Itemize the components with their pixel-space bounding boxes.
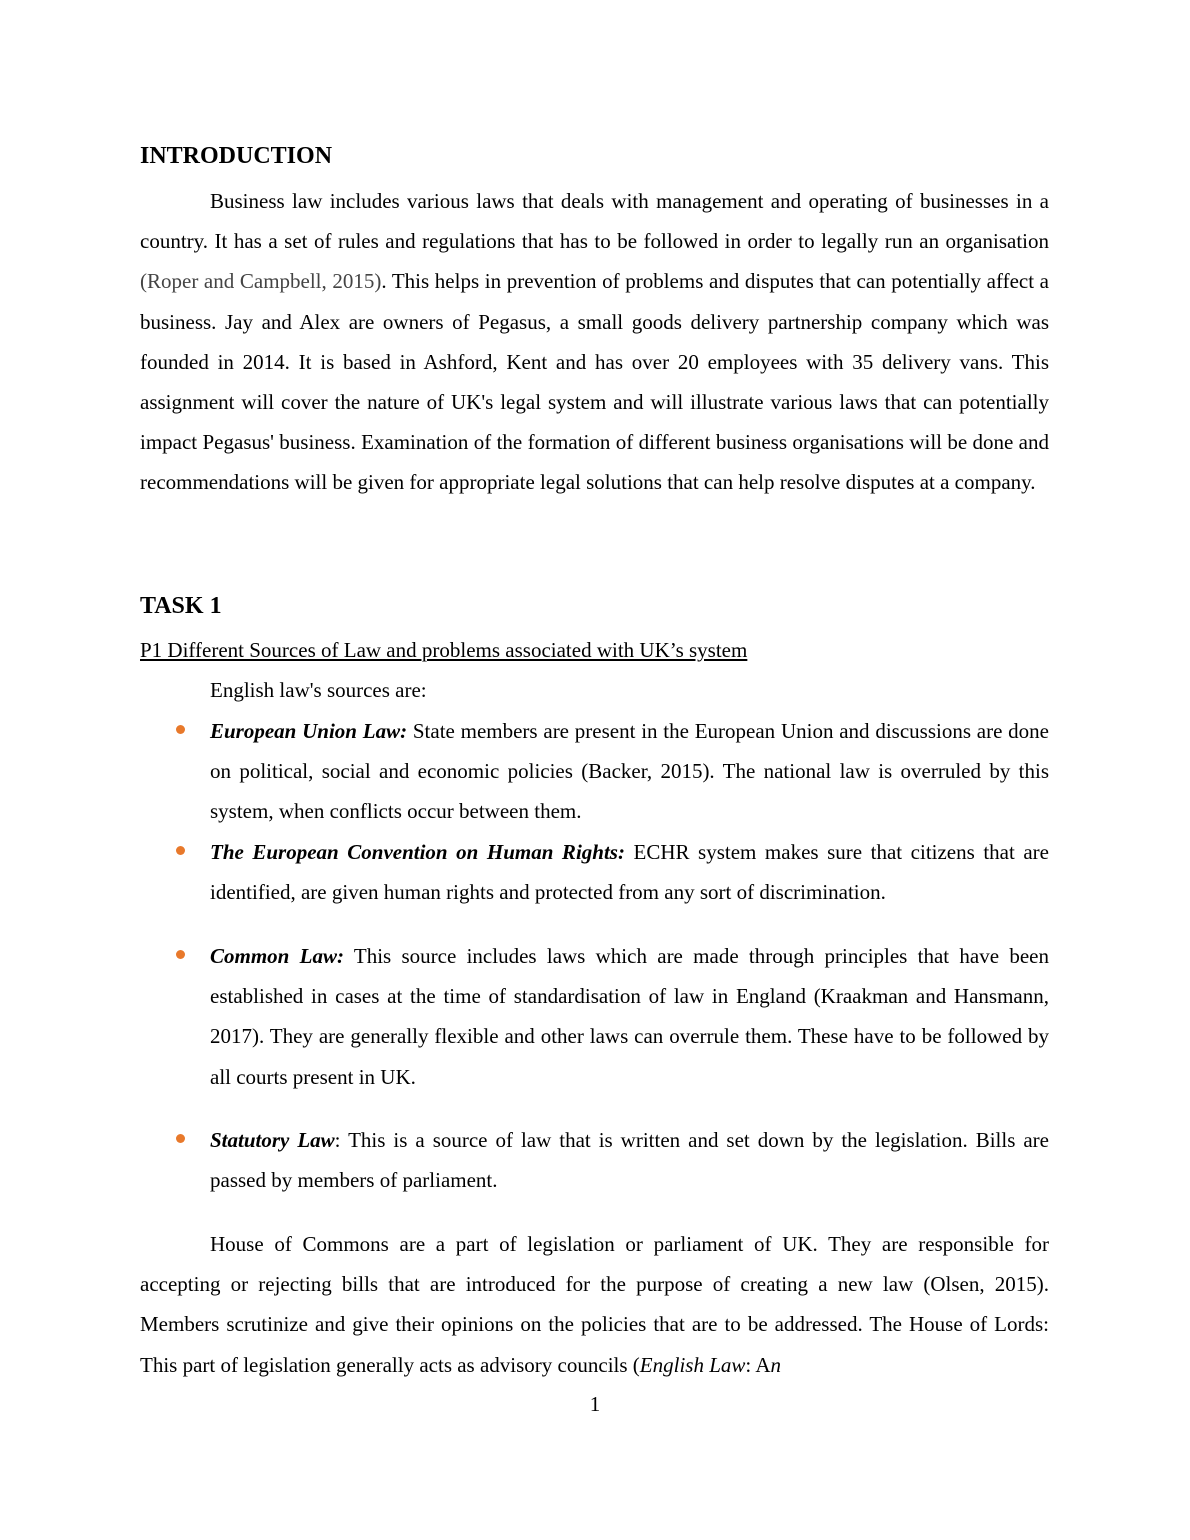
intro-text-2: . This helps in prevention of problems and disputes that can potentially affect a business. Jay and Alex are owners of Pegasus, a small goods delivery partnership company which was founded in 2014. It is based in Ashford, Kent and has over 20 employees with 35 delivery vans. This assignment will cover the nature of UK's legal system and will illustrate various laws that can potentially impact Pegasus' business. Examination of the formation of different business organisations will be done and recommendations will be given for appropriate legal solutions that can help resolve disputes at a company. [140,269,1049,495]
page-number: 1 [589,1392,601,1416]
sources-lead: English law's sources are: [210,678,427,702]
task1-heading: TASK 1 [140,593,222,619]
bullet-text: : This is a source of law that is written and set down by the legislation. Bills are passed by members of parliament. [210,1128,1049,1193]
bullet-icon [176,846,185,855]
closing-text: House of Commons are a part of legislation or parliament of UK. They are responsible for accepting or rejecting bills that are introduced for the purpose of creating a new law (Olsen, 2015). Members scrutinize and give their opinions on the policies that are to be addressed. The House of Lords: This part of legislation generally acts as advisory councils ( [140,1232,1049,1377]
bullet-icon [176,725,185,734]
bullet-text: This source includes laws which are made through principles that have been established in cases at the time of standardisation of law in England (Kraakman and Hansmann, 2017). They are generally flexible and other laws can overrule them. These have to be followed by all courts present in UK. [210,944,1049,1089]
bullet-text: ECHR system makes sure that citizens that are identified, are given human rights and protected from any sort of discrimination. [210,840,1049,905]
bullet-icon [176,950,185,959]
closing-paragraph [140,1224,1049,1385]
intro-citation: (Roper and Campbell, 2015) [140,269,382,294]
bullet-text: State members are present in the European Union and discussions are done on political, social and economic policies (Backer, 2015). The national law is overruled by this system, when conflicts occur between them. [210,719,1049,824]
task1-subheading: P1 Different Sources of Law and problems associated with UK’s system [140,638,748,662]
bullet-term: Statutory Law [210,1128,335,1152]
bullet-icon [176,1134,185,1143]
closing-tail-italic: n [770,1352,781,1377]
bullet-term: The European Convention on Human Rights: [210,840,625,864]
closing-tail: : A [745,1352,771,1377]
closing-italic: English Law [639,1352,746,1377]
introduction-paragraph [140,181,1049,503]
intro-text-1: Business law includes various laws that deals with management and operating of businesses in a country. It has a set of rules and regulations that has to be followed in order to legally run an organisation [140,189,1049,254]
bullet-term: European Union Law: [210,719,408,743]
bullet-term: Common Law: [210,944,344,968]
introduction-heading: INTRODUCTION [140,143,333,169]
